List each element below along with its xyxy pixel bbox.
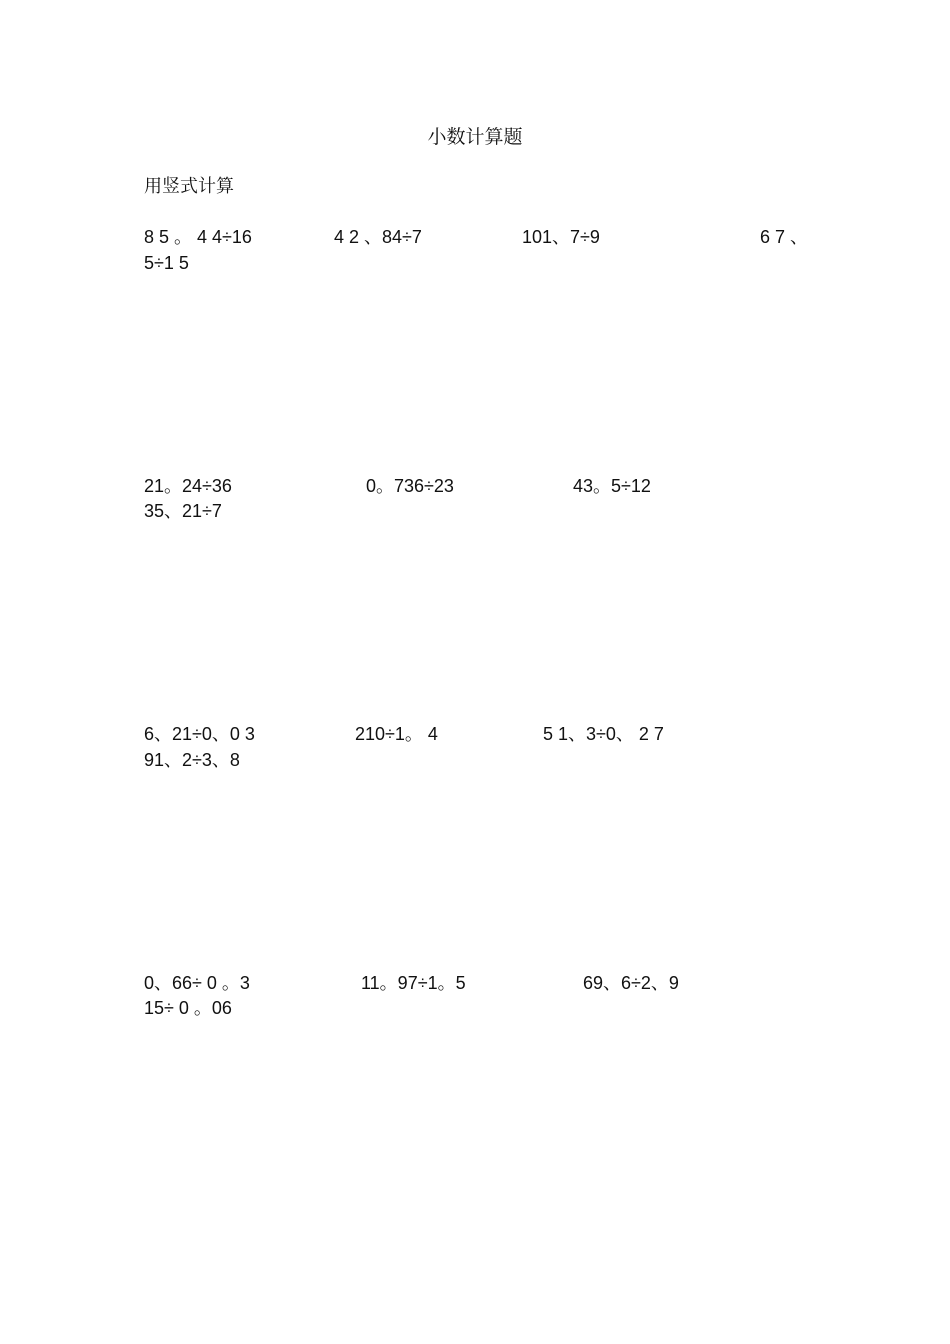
- problem-item: 11。97÷1。5: [361, 973, 466, 993]
- section-title: 用竖式计算: [144, 176, 234, 197]
- problem-item: 5÷1 5: [144, 253, 189, 273]
- problem-item: 91、2÷3、8: [144, 750, 240, 770]
- problem-item: 35、21÷7: [144, 501, 222, 521]
- problem-item: 15÷ 0 。06: [144, 998, 232, 1018]
- problem-item: 6、21÷0、0 3: [144, 724, 255, 744]
- problem-item: 0。736÷23: [366, 476, 454, 496]
- problem-item: 101、7÷9: [522, 227, 600, 247]
- page-title: 小数计算题: [427, 126, 523, 148]
- problem-item: 0、66÷ 0 。3: [144, 973, 250, 993]
- problem-item: 210÷1。 4: [355, 724, 438, 744]
- problem-item: 43。5÷12: [573, 476, 651, 496]
- problem-item: 4 2 、84÷7: [334, 227, 422, 247]
- problem-item: 6 7 、: [760, 227, 809, 247]
- problem-item: 5 1、3÷0、 2 7: [543, 724, 664, 744]
- problem-item: 21。24÷36: [144, 476, 232, 496]
- problem-item: 69、6÷2、9: [583, 973, 679, 993]
- problem-item: 8 5 。 4 4÷16: [144, 227, 252, 247]
